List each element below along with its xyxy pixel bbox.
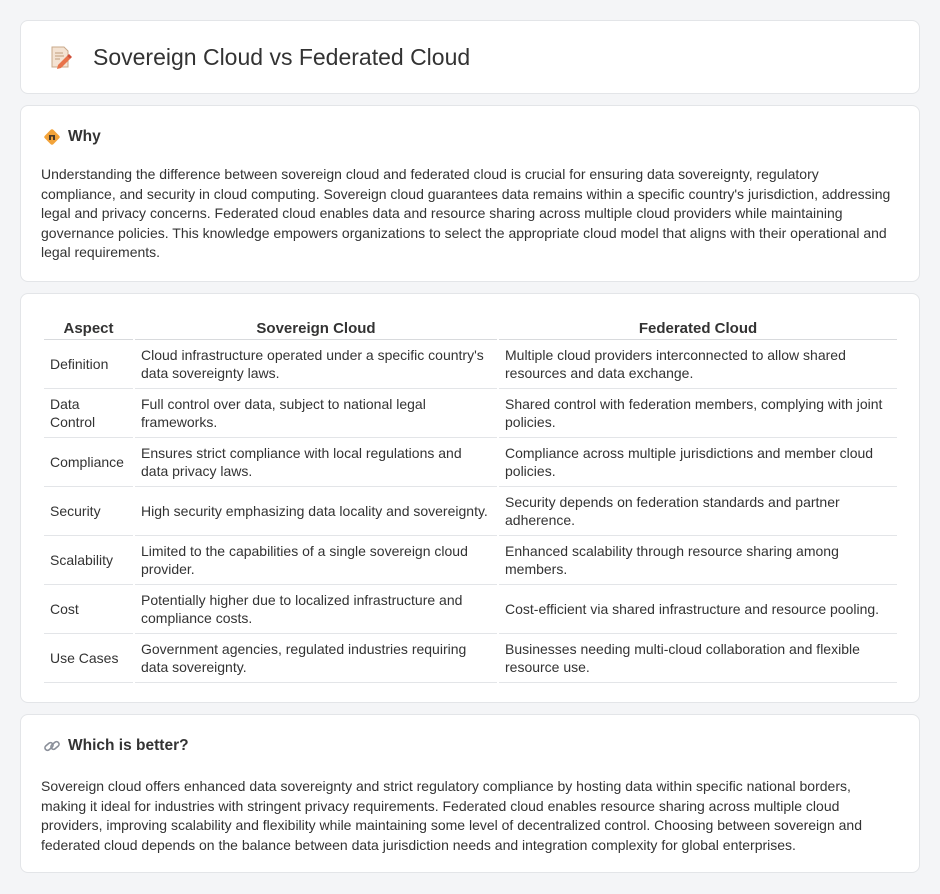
- column-header-aspect: Aspect: [44, 315, 133, 340]
- column-header-sovereign: Sovereign Cloud: [135, 315, 497, 340]
- sovereign-cell: Limited to the capabilities of a single sovereign cloud provider.: [135, 536, 497, 585]
- which-is-better-heading: Which is better?: [68, 737, 189, 754]
- table-row: [44, 585, 897, 634]
- federated-cell: Multiple cloud providers interconnected to allow shared resources and data exchange.: [499, 340, 897, 389]
- federated-cell: Enhanced scalability through resource sharing among members.: [499, 536, 897, 585]
- aspect-cell: Scalability: [44, 536, 133, 585]
- table-row: [44, 487, 897, 536]
- table-header-row: [44, 315, 897, 340]
- sovereign-cell: Cloud infrastructure operated under a specific country's data sovereignty laws.: [135, 340, 497, 389]
- sovereign-cell: Potentially higher due to localized infrastructure and compliance costs.: [135, 585, 497, 634]
- why-section: [20, 105, 920, 282]
- aspect-cell: Compliance: [44, 438, 133, 487]
- sovereign-cell: Full control over data, subject to national legal frameworks.: [135, 389, 497, 438]
- sovereign-cell: Ensures strict compliance with local regulations and data privacy laws.: [135, 438, 497, 487]
- federated-cell: Compliance across multiple jurisdictions and member cloud policies.: [499, 438, 897, 487]
- which-is-better-text: Sovereign cloud offers enhanced data sovereignty and strict regulatory compliance by hosting data within specific national borders, making it ideal for industries with stringent privacy requirements. Federated cloud enables resource sharing across multiple cloud providers, improving scalability and flexibility while maintaining some level of decentralized control. Choosing between sovereign and federated cloud depends on the balance between data jurisdiction needs and integration complexity for global enterprises.: [41, 778, 862, 853]
- federated-cell: Shared control with federation members, complying with joint policies.: [499, 389, 897, 438]
- comparison-table: [42, 315, 899, 683]
- aspect-cell: Definition: [44, 340, 133, 389]
- which-is-better-section: [20, 714, 920, 873]
- federated-cell: Security depends on federation standards and partner adherence.: [499, 487, 897, 536]
- document-pencil-icon: [47, 44, 73, 70]
- aspect-cell: Data Control: [44, 389, 133, 438]
- why-heading: Why: [68, 128, 101, 145]
- column-header-federated: Federated Cloud: [499, 315, 897, 340]
- aspect-cell: Cost: [44, 585, 133, 634]
- aspect-cell: Use Cases: [44, 634, 133, 683]
- table-row: [44, 438, 897, 487]
- sovereign-cell: Government agencies, regulated industries requiring data sovereignty.: [135, 634, 497, 683]
- link-icon: [43, 737, 61, 755]
- sovereign-cell: High security emphasizing data locality and sovereignty.: [135, 487, 497, 536]
- table-row: [44, 389, 897, 438]
- table-row: [44, 634, 897, 683]
- title-card: [20, 20, 920, 94]
- page-title: Sovereign Cloud vs Federated Cloud: [93, 43, 471, 70]
- road-sign-icon: [43, 128, 61, 146]
- table-row: [44, 536, 897, 585]
- aspect-cell: Security: [44, 487, 133, 536]
- federated-cell: Cost-efficient via shared infrastructure and resource pooling.: [499, 585, 897, 634]
- table-row: [44, 340, 897, 389]
- comparison-section: [20, 293, 920, 703]
- federated-cell: Businesses needing multi-cloud collaboration and flexible resource use.: [499, 634, 897, 683]
- why-text: Understanding the difference between sovereign cloud and federated cloud is crucial for ensuring data sovereignty, regulatory compliance, and security in cloud computing. Sovereign cloud guarantees data remains within a specific country's jurisdiction, addressing legal and privacy concerns. Federated cloud enables data and resource sharing across multiple cloud providers while maintaining governance policies. This knowledge empowers organizations to select the appropriate cloud model that aligns with their operational and legal requirements.: [41, 166, 891, 261]
